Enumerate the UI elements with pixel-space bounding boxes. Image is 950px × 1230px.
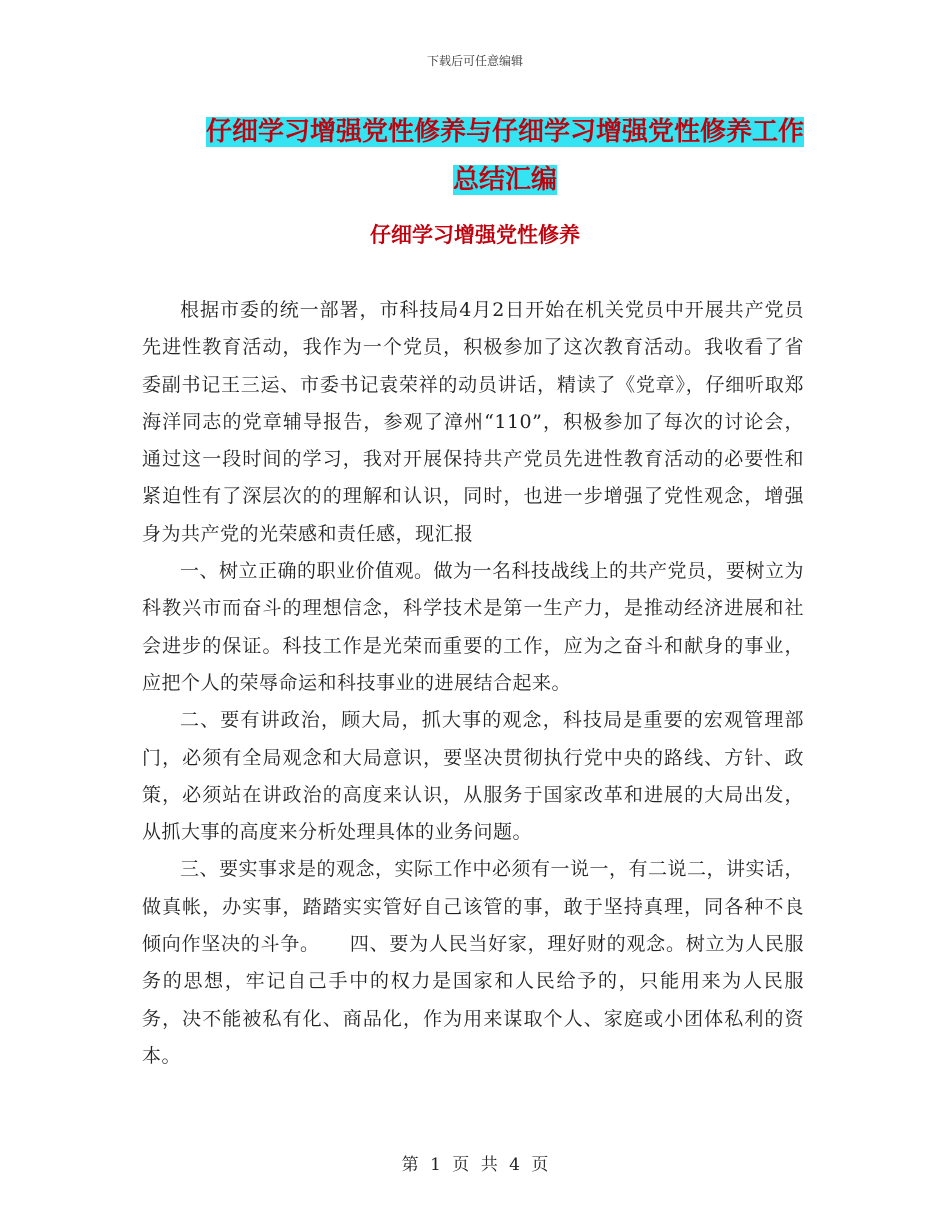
- paragraph: 二、要有讲政治，顾大局，抓大事的观念，科技局是重要的宏观管理部门，必须有全局观念和大局意识，要坚决贯彻执行党中央的路线、方针、政策，必须站在讲政治的高度来认识，从服务于国家改革和进展的大局出发，从抓大事的高度来分析处理具体的业务问题。: [142, 709, 804, 844]
- title-line-2: 总结汇编: [452, 165, 557, 195]
- title-line-1: 仔细学习增强党性修养与仔细学习增强党性修养工作: [205, 117, 804, 147]
- page-number-footer: 第 1 页 共 4 页: [401, 1155, 549, 1175]
- section-title: 仔细学习增强党性修养: [370, 223, 580, 247]
- document-title: [180, 108, 830, 204]
- document-body: [142, 292, 804, 1075]
- paragraph: 三、要实事求是的观念，实际工作中必须有一说一，有二说二，讲实话，做真帐，办实事，踏踏实实管好自己该管的事，敢于坚持真理，同各种不良倾向作坚决的斗争。 四、要为人民当好家，理好财的观念。树立为人民服务的思想，牢记自己手中的权力是国家和人民给予的，只能用来为人民服务，决不能被私有化、商品化，作为用来谋取个人、家庭或小团体私利的资本。: [142, 858, 805, 1067]
- page-header-note: 下载后可任意编辑: [426, 54, 523, 68]
- paragraph: 根据市委的统一部署，市科技局4月2日开始在机关党员中开展共产党员先进性教育活动，我作为一个党员，积极参加了这次教育活动。我收看了省委副书记王三运、市委书记袁荣祥的动员讲话，精读了《党章》，仔细听取郑海洋同志的党章辅导报告，参观了漳州“110”，积极参加了每次的讨论会，通过这一段时间的学习，我对开展保持共产党员先进性教育活动的必要性和紧迫性有了深层次的的理解和认识，同时，也进一步增强了党性观念，增强身为共产党的光荣感和责任感，现汇报: [142, 299, 804, 545]
- paragraph: 一、树立正确的职业价值观。做为一名科技战线上的共产党员，要树立为科教兴市而奋斗的理想信念，科学技术是第一生产力，是推动经济进展和社会进步的保证。科技工作是光荣而重要的工作，应为之奋斗和献身的事业，应把个人的荣辱命运和科技事业的进展结合起来。: [142, 560, 805, 694]
